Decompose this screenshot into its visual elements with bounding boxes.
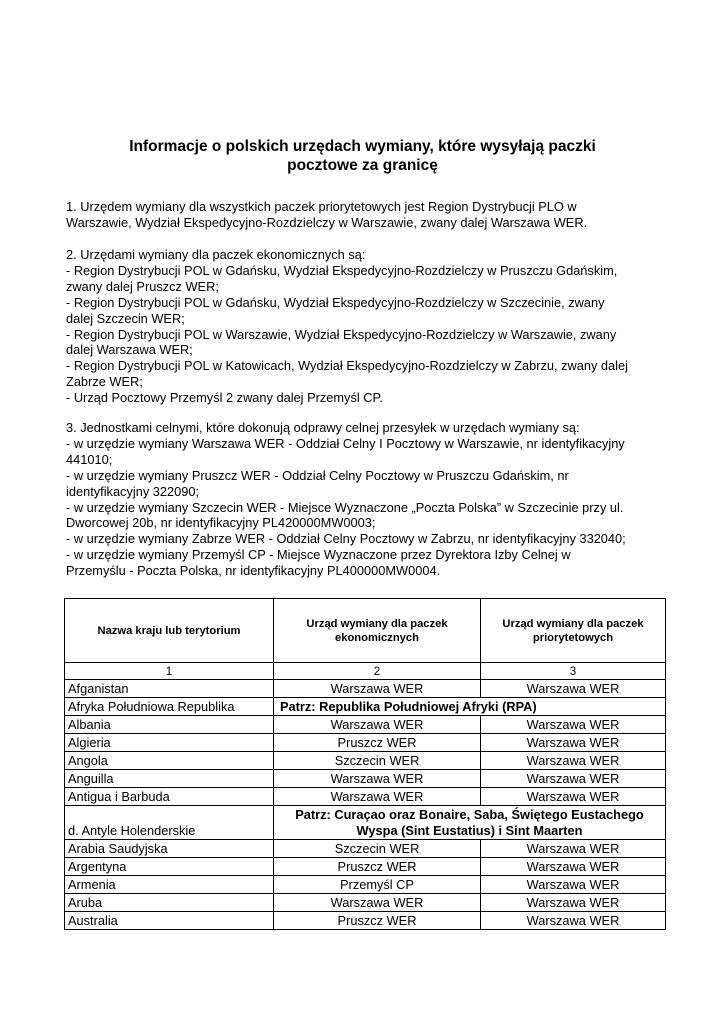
- country-cell: Australia: [65, 912, 274, 930]
- table-row: [65, 716, 666, 734]
- section-2-line: dalej Warszawa WER;: [66, 342, 193, 358]
- section-2-line: - Region Dystrybucji POL w Warszawie, Wydział Ekspedycyjno-Rozdzielczy w Warszawie, zwany: [66, 326, 617, 342]
- header-priority: Urząd wymiany dla paczek priorytetowych: [481, 599, 666, 663]
- section-2-line: zwany dalej Pruszcz WER;: [66, 278, 219, 294]
- country-cell: Afryka Południowa Republika: [65, 698, 274, 716]
- priority-cell: Warszawa WER: [481, 894, 666, 912]
- country-cell: d. Antyle Holenderskie: [65, 806, 274, 840]
- section-1: [66, 199, 664, 231]
- column-number-row: [65, 663, 666, 680]
- table-row: [65, 770, 666, 788]
- section-3-line: - w urzędzie wymiany Szczecin WER - Miejsce Wyznaczone „Poczta Polska” w Szczecinie przy ul.: [66, 499, 624, 515]
- table-row: [65, 752, 666, 770]
- country-cell: Aruba: [65, 894, 274, 912]
- section-3-line: identyfikacyjny 322090;: [66, 483, 200, 499]
- priority-cell: Warszawa WER: [481, 734, 666, 752]
- section-3-line: 3. Jednostkami celnymi, które dokonują odprawy celnej przesyłek w urzędach wymiany są:: [66, 420, 580, 435]
- section-3-line: - w urzędzie wymiany Pruszcz WER - Oddział Celny Pocztowy w Pruszczu Gdańskim, nr: [66, 467, 569, 483]
- economic-cell: Warszawa WER: [274, 770, 481, 788]
- country-cell: Angola: [65, 752, 274, 770]
- header-country: Nazwa kraju lub terytorium: [65, 599, 274, 663]
- see-reference-line: Wyspa (Sint Eustatius) i Sint Maarten: [356, 822, 583, 838]
- economic-cell: Warszawa WER: [274, 716, 481, 734]
- table-row: [65, 912, 666, 930]
- economic-cell: Warszawa WER: [274, 894, 481, 912]
- table-row: [65, 698, 666, 716]
- country-cell: Albania: [65, 716, 274, 734]
- section-2-line: Zabrze WER;: [66, 374, 143, 390]
- section-3-line: Dworcowej 20b, nr identyfikacyjny PL420000MW0003;: [66, 515, 376, 531]
- section-1-line: 1. Urzędem wymiany dla wszystkich paczek priorytetowych jest Region Dystrybucji PLO w: [66, 199, 577, 214]
- table-row: [65, 788, 666, 806]
- priority-cell: Warszawa WER: [481, 680, 666, 698]
- table-row: [65, 840, 666, 858]
- section-3: [66, 420, 664, 579]
- title-line-2: pocztowe za granicę: [287, 157, 438, 174]
- title-line-1: Informacje o polskich urzędach wymiany, które wysyłają paczki: [129, 138, 596, 155]
- section-2-line: 2. Urzędami wymiany dla paczek ekonomicznych są:: [66, 247, 366, 262]
- priority-cell: Warszawa WER: [481, 752, 666, 770]
- section-3-line: - w urzędzie wymiany Warszawa WER - Oddział Celny I Pocztowy w Warszawie, nr identyfikacyjny: [66, 435, 625, 451]
- economic-cell: Warszawa WER: [274, 788, 481, 806]
- table-row: [65, 894, 666, 912]
- column-number: 1: [65, 663, 274, 680]
- economic-cell: Pruszcz WER: [274, 734, 481, 752]
- table-row: [65, 806, 666, 840]
- section-1-line: Warszawie, Wydział Ekspedycyjno-Rozdzielczy w Warszawie, zwany dalej Warszawa WER.: [66, 214, 588, 230]
- section-2-line: - Region Dystrybucji POL w Gdańsku, Wydział Ekspedycyjno-Rozdzielczy w Pruszczu Gdańskim,: [66, 262, 618, 278]
- priority-cell: Warszawa WER: [481, 716, 666, 734]
- priority-cell: Warszawa WER: [481, 876, 666, 894]
- economic-cell: Przemyśl CP: [274, 876, 481, 894]
- economic-cell: Szczecin WER: [274, 752, 481, 770]
- economic-cell: Warszawa WER: [274, 680, 481, 698]
- page-title: [60, 137, 665, 175]
- economic-cell: Szczecin WER: [274, 840, 481, 858]
- section-3-line: - w urzędzie wymiany Zabrze WER - Oddział Celny Pocztowy w Zabrzu, nr identyfikacyjny 332040;: [66, 531, 626, 547]
- section-3-line: 441010;: [66, 451, 113, 467]
- economic-cell: Pruszcz WER: [274, 858, 481, 876]
- table-row: [65, 734, 666, 752]
- priority-cell: Warszawa WER: [481, 788, 666, 806]
- exchange-office-table: [64, 598, 666, 930]
- priority-cell: Warszawa WER: [481, 912, 666, 930]
- see-reference-cell: Patrz: Republika Południowej Afryki (RPA): [274, 698, 666, 716]
- priority-cell: Warszawa WER: [481, 840, 666, 858]
- see-reference-line: Patrz: Curaçao oraz Bonaire, Saba, Świętego Eustachego: [295, 806, 644, 822]
- priority-cell: Warszawa WER: [481, 858, 666, 876]
- country-cell: Algieria: [65, 734, 274, 752]
- country-cell: Arabia Saudyjska: [65, 840, 274, 858]
- priority-cell: Warszawa WER: [481, 770, 666, 788]
- table-row: [65, 858, 666, 876]
- section-3-line: Przemyślu - Poczta Polska, nr identyfikacyjny PL400000MW0004.: [66, 563, 441, 579]
- table-row: [65, 680, 666, 698]
- column-number: 2: [274, 663, 481, 680]
- country-cell: Argentyna: [65, 858, 274, 876]
- section-2-line: - Urząd Pocztowy Przemyśl 2 zwany dalej Przemyśl CP.: [66, 390, 383, 406]
- see-reference-cell: [274, 806, 666, 840]
- section-2-line: - Region Dystrybucji POL w Gdańsku, Wydział Ekspedycyjno-Rozdzielczy w Szczecinie, zwany: [66, 294, 605, 310]
- table-header-row: [65, 599, 666, 663]
- country-cell: Armenia: [65, 876, 274, 894]
- column-number: 3: [481, 663, 666, 680]
- country-cell: Afganistan: [65, 680, 274, 698]
- country-cell: Antigua i Barbuda: [65, 788, 274, 806]
- table-row: [65, 876, 666, 894]
- section-2-line: - Region Dystrybucji POL w Katowicach, Wydział Ekspedycyjno-Rozdzielczy w Zabrzu, zwany dalej: [66, 358, 628, 374]
- section-2: [66, 247, 664, 406]
- section-2-line: dalej Szczecin WER;: [66, 310, 185, 326]
- header-economic: Urząd wymiany dla paczek ekonomicznych: [274, 599, 481, 663]
- section-3-line: - w urzędzie wymiany Przemyśl CP - Miejsce Wyznaczone przez Dyrektora Izby Celnej w: [66, 547, 571, 563]
- country-cell: Anguilla: [65, 770, 274, 788]
- economic-cell: Pruszcz WER: [274, 912, 481, 930]
